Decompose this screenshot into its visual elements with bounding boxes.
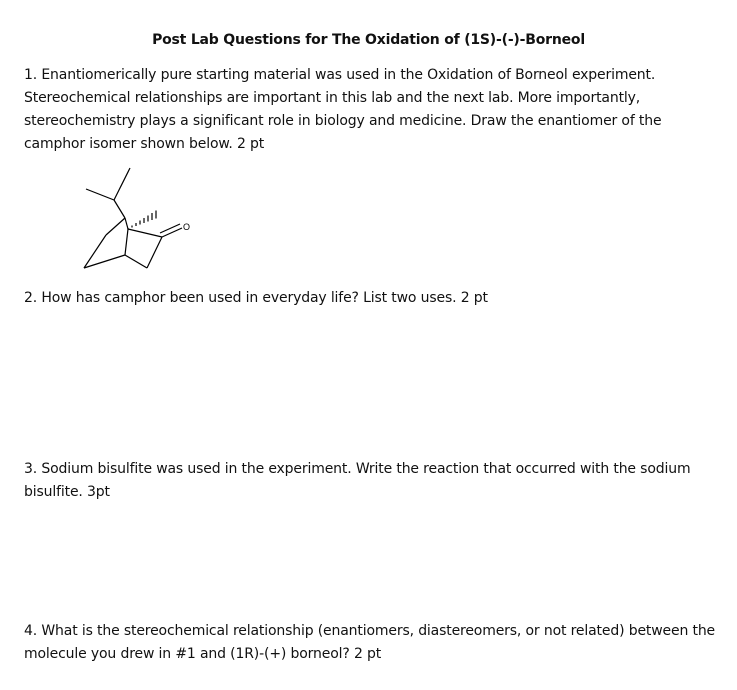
question-3: 3. Sodium bisulfite was used in the experiment. Write the reaction that occurred with the sodium bisulfite. 3pt	[24, 461, 691, 500]
camphor-structure	[70, 160, 220, 275]
ring-bond-3	[84, 255, 125, 268]
ring-bond-8	[125, 229, 128, 255]
bridge-bond	[114, 200, 125, 218]
question-4: 4. What is the stereochemical relationship (enantiomers, diastereomers, or not related) between the molecule you drew in #1 and (1R)-(+) borneol? 2 pt	[24, 623, 716, 662]
hashed-wedge-methyl	[128, 211, 156, 230]
ring-bond-7	[128, 229, 162, 237]
ring-bond-2	[84, 235, 106, 268]
question-2: 2. How has camphor been used in everyday life? List two uses. 2 pt	[24, 290, 488, 306]
question-1: 1. Enantiomerically pure starting material was used in the Oxidation of Borneol experiment. Stereochemical relationships are important in this lab and the next lab. More importantly, stereochemistry plays a significant role in biology and medicine. Draw the enantiomer of the camphor isomer shown below. 2 pt	[24, 67, 662, 152]
ring-bond-1	[106, 218, 125, 235]
page-title: Post Lab Questions for The Oxidation of (1S)-(-)-Borneol	[152, 32, 585, 48]
ring-bond-4	[125, 255, 147, 268]
carbonyl-bond-b	[160, 224, 180, 233]
methyl-bond-top	[114, 168, 130, 200]
carbonyl-bond-a	[162, 228, 182, 237]
methyl-bond-left	[86, 189, 114, 200]
ring-bond-6	[125, 218, 128, 229]
oxygen-label: O	[183, 222, 191, 232]
ring-bond-5	[147, 237, 162, 268]
camphor-skeletal-drawing	[70, 160, 220, 275]
